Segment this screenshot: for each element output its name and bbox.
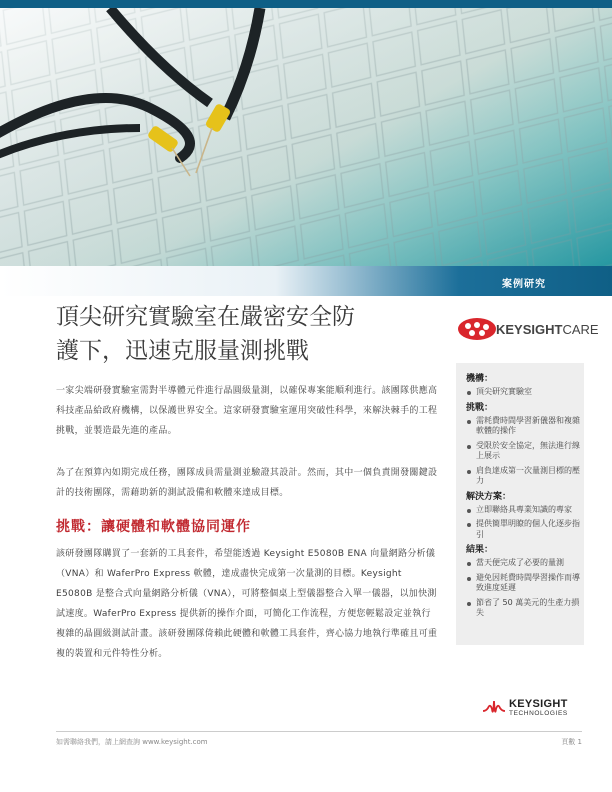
challenges-heading: 挑戰： [466, 402, 494, 413]
keysight-care-logo [458, 318, 599, 342]
list-item: 肩負達成第一次量測目標的壓力 [466, 466, 580, 487]
technologies-wordmark: TECHNOLOGIES [509, 710, 568, 717]
case-study-label: 案例研究 [502, 279, 546, 290]
org-list [466, 387, 580, 398]
case-study-banner [0, 266, 612, 296]
hero-wafer-probe-image [0, 8, 612, 266]
footer-divider [56, 731, 582, 732]
keysight-wave-icon [482, 699, 506, 719]
keysight-technologies-logo [482, 698, 582, 720]
keysight-care-wordmark [496, 322, 599, 337]
keysight-care-emblem-icon [458, 318, 496, 340]
top-accent-bar [0, 0, 612, 8]
list-item: 頂尖研究實驗室 [466, 387, 580, 398]
results-heading: 結果： [466, 545, 494, 555]
page-title [56, 300, 436, 368]
challenges-list [466, 416, 580, 487]
solutions-heading: 解決方案： [466, 491, 512, 502]
footer-contact: 如需聯絡我們，請上網查詢 www.keysight.com [56, 738, 208, 746]
title-line-2: 護下，迅速克服量測挑戰 [56, 338, 309, 364]
challenge-heading: 挑戰：讓硬體和軟體協同運作 [56, 519, 251, 535]
care-brand: KEYSIGHT [496, 322, 563, 337]
list-item: 節省了 50 萬美元的生產力損失 [466, 598, 580, 619]
results-list [466, 558, 580, 619]
keysight-wordmark: KEYSIGHT [509, 698, 568, 710]
title-line-1: 頂尖研究實驗室在嚴密安全防 [56, 304, 355, 330]
solutions-list [466, 505, 580, 541]
list-item: 避免因耗費時間學習操作而導致進度延遲 [466, 573, 580, 594]
care-suffix: CARE [562, 322, 599, 337]
list-item: 立即聯絡具專業知識的專家 [466, 505, 580, 516]
list-item: 需耗費時間學習新儀器和複雜軟體的操作 [466, 416, 580, 437]
footer-page-number: 頁數 1 [561, 738, 582, 746]
intro-paragraph-2: 為了在預算內如期完成任務，團隊成員需量測並驗證其設計。然而，其中一個負責開發關鍵設計的技術團隊，需藉助新的測試設備和軟體來達成目標。 [56, 468, 438, 498]
list-item: 當天便完成了必要的量測 [466, 558, 580, 569]
challenge-paragraph: 該研發團隊購買了一套新的工具套件，希望能透過 Keysight E5080B ENA 向量網路分析儀（VNA）和 WaferPro Express 軟體，達成盡快完成第一次量測的目標。Keysight E5080B 是整合式向量網路分析儀（VNA），可將整個桌上型儀器整合入單一儀器，以加快測試速度。WaferPro Express 提供新的操作介面，可簡化工作流程，方便您輕鬆設定並執行複雜的晶圓級測試計畫。該研發團隊倚賴此硬體和軟體工具套件，齊心協力地執行準確且可重複的裝置和元件特性分析。 [56, 549, 438, 659]
case-summary-sidebar [456, 363, 584, 645]
list-item: 提供簡單明瞭的個人化逐步指引 [466, 519, 580, 540]
intro-paragraph-1: 一家尖端研發實驗室需對半導體元件進行晶圓級量測，以確保專案能順利進行。該團隊供應高科技產品給政府機構，以保護世界安全。這家研發實驗室運用突破性科學，來解決棘手的工程挑戰，並製造最先進的產品。 [56, 386, 438, 436]
wafer-probe-illustration [0, 8, 612, 266]
list-item: 受限於安全協定，無法進行線上展示 [466, 441, 580, 462]
org-heading: 機構： [466, 374, 494, 384]
